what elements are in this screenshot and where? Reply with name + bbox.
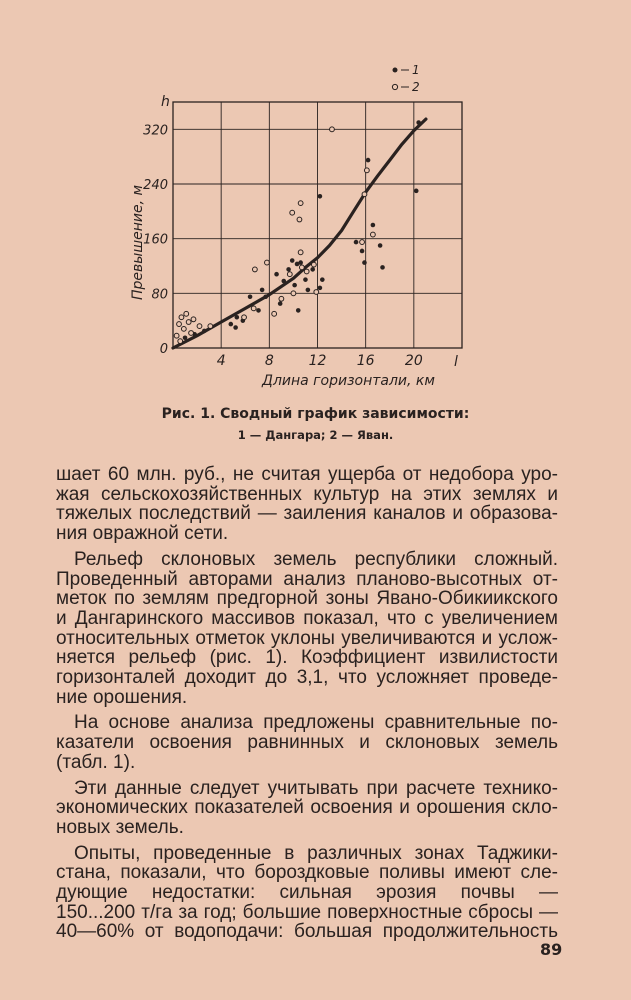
data-point-series-2 <box>290 210 295 215</box>
data-point-series-2 <box>177 322 182 327</box>
data-point-series-2 <box>279 296 284 301</box>
data-point-series-2 <box>297 217 302 222</box>
y-tick-label: 0 <box>159 342 168 357</box>
text-line: няется рельеф (рис. 1). Коэффициент извилистости <box>56 647 558 669</box>
data-point-series-1 <box>380 265 385 270</box>
text-line: относительных отметок уклоны увеличиваются и услож- <box>56 627 558 649</box>
text-line: 150...200 т/га за год; большие поверхностные сбросы — <box>56 901 558 923</box>
data-point-series-1 <box>256 308 261 313</box>
data-point-series-2 <box>181 326 186 331</box>
data-point-series-2 <box>298 250 303 255</box>
data-point-series-1 <box>263 294 268 299</box>
text-line: и Дангаринского массивов показал, что с увеличением <box>56 607 558 629</box>
paragraph-1 <box>56 465 558 544</box>
text-line: Рельеф склоновых земель республики сложный. <box>74 548 558 570</box>
text-line: дующие недостатки: сильная эрозия почвы — <box>56 882 558 904</box>
y-axis-top-label: h <box>161 94 170 110</box>
data-point-series-1 <box>318 194 323 199</box>
data-point-series-2 <box>362 192 367 197</box>
data-point-series-1 <box>298 260 303 265</box>
data-point-series-1 <box>318 286 323 291</box>
paragraph-5 <box>56 844 558 943</box>
x-tick-label: 20 <box>404 353 423 369</box>
data-point-series-1 <box>416 120 421 125</box>
legend-marker-filled <box>393 68 398 73</box>
text-line: (табл. 1). <box>56 751 136 773</box>
data-point-series-2 <box>298 201 303 206</box>
data-point-series-1 <box>360 249 365 254</box>
data-point-series-2 <box>252 267 257 272</box>
text-line: шает 60 млн. руб., не считая ущерба от недобора уро- <box>56 464 558 485</box>
data-point-series-2 <box>370 232 375 237</box>
body-text <box>56 465 558 942</box>
data-point-series-1 <box>274 272 279 277</box>
text-line: Эти данные следует учитывать при расчете технико- <box>74 777 558 799</box>
text-line: меток по землям предгорной зоны Явано-Обикиикского <box>56 588 558 610</box>
data-point-series-2 <box>251 306 256 311</box>
data-point-series-2 <box>197 324 202 329</box>
data-point-series-1 <box>233 325 238 330</box>
chart-points <box>174 120 421 343</box>
data-point-series-2 <box>184 311 189 316</box>
data-point-series-1 <box>354 240 359 245</box>
x-axis-end-label: l <box>454 354 458 370</box>
x-axis-label: Длина горизонтали, км <box>262 373 435 389</box>
data-point-series-1 <box>292 283 297 288</box>
text-line: горизонталей доходит до 3,1, что усложняет проведе- <box>56 667 558 689</box>
y-tick-label: 80 <box>151 287 168 303</box>
data-point-series-2 <box>179 315 184 320</box>
data-point-series-2 <box>191 317 196 322</box>
figure-caption-legend: 1 — Дангара; 2 — Яван. <box>237 428 394 442</box>
data-point-series-1 <box>320 277 325 282</box>
data-point-series-1 <box>235 315 240 320</box>
trend-line <box>173 119 426 348</box>
text-line: экономических показателей освоения и орошения скло- <box>56 797 558 819</box>
data-point-series-1 <box>260 288 265 293</box>
data-point-series-1 <box>202 329 207 334</box>
data-point-series-1 <box>286 267 291 272</box>
x-tick-label: 8 <box>264 353 274 369</box>
data-point-series-2 <box>287 272 292 277</box>
data-point-series-2 <box>178 339 183 344</box>
data-point-series-2 <box>360 240 365 245</box>
chart-trend-line-group <box>173 119 426 348</box>
data-point-series-1 <box>371 223 376 228</box>
data-point-series-2 <box>272 311 277 316</box>
text-line: тяжелых последствий — заиления каналов и образова- <box>56 503 558 525</box>
data-point-series-2 <box>364 168 369 173</box>
data-point-series-1 <box>362 260 367 265</box>
data-point-series-2 <box>208 324 213 329</box>
legend-marker-open <box>392 84 397 89</box>
text-line: Проведенный авторами анализ планово-высотных от- <box>56 568 558 590</box>
paragraph-4 <box>56 779 558 838</box>
data-point-series-1 <box>229 322 234 327</box>
data-point-series-1 <box>366 158 371 163</box>
y-tick-label: 160 <box>143 232 168 248</box>
data-point-series-1 <box>296 308 301 313</box>
legend-label: 1 <box>412 63 420 77</box>
data-point-series-1 <box>303 277 308 282</box>
y-axis-label: Превышение, м <box>130 184 146 300</box>
data-point-series-2 <box>304 269 309 274</box>
data-point-series-1 <box>281 279 286 284</box>
data-point-series-2 <box>311 262 316 267</box>
data-point-series-1 <box>414 189 419 194</box>
x-tick-label: 4 <box>216 353 226 369</box>
data-point-series-1 <box>310 267 315 272</box>
data-point-series-2 <box>242 315 247 320</box>
data-point-series-1 <box>378 243 383 248</box>
dependency-chart <box>120 60 500 400</box>
text-line: На основе анализа предложены сравнительные по- <box>74 712 558 734</box>
data-point-series-2 <box>291 291 296 296</box>
text-line: жая сельскохозяйственных культур на этих землях и <box>56 483 558 505</box>
data-point-series-2 <box>314 290 319 295</box>
text-line: новых земель. <box>56 816 184 838</box>
data-point-series-2 <box>330 127 335 132</box>
legend-label: 2 <box>412 80 420 94</box>
chart-grid <box>173 102 462 348</box>
data-point-series-1 <box>306 288 311 293</box>
text-line: ния овражной сети. <box>56 523 229 545</box>
x-tick-label: 12 <box>308 353 327 369</box>
data-point-series-1 <box>278 301 283 306</box>
page-number: 89 <box>540 940 563 959</box>
data-point-series-2 <box>186 320 191 325</box>
text-line: казатели освоения равнинных и склоновых земель <box>56 732 558 754</box>
data-point-series-1 <box>248 294 253 299</box>
chart-legend <box>392 63 419 94</box>
paragraph-2 <box>56 550 558 708</box>
text-line: Опыты, проведенные в различных зонах Таджики- <box>74 842 558 864</box>
y-tick-label: 320 <box>143 123 168 139</box>
figure-caption-title: Рис. 1. Сводный график зависимости: <box>161 406 470 422</box>
data-point-series-2 <box>299 265 304 270</box>
text-line: ние орошения. <box>56 686 188 708</box>
x-tick-label: 16 <box>356 353 375 369</box>
text-line: стана, показали, что бороздковые поливы имеют сле- <box>56 862 558 884</box>
data-point-series-2 <box>174 333 179 338</box>
text-line: 40—60% от водоподачи: большая продолжительность <box>56 921 558 943</box>
paragraph-3 <box>56 713 558 772</box>
y-tick-label: 240 <box>143 178 168 193</box>
data-point-series-1 <box>183 335 188 340</box>
data-point-series-2 <box>189 331 194 336</box>
data-point-series-2 <box>265 260 270 265</box>
data-point-series-1 <box>290 258 295 263</box>
